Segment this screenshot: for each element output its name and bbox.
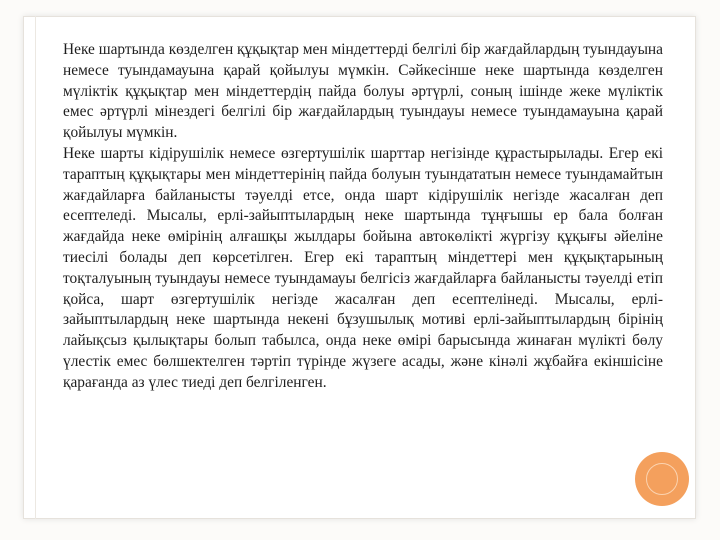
paragraph-1: Неке шартында көзделген құқықтар мен міндеттерді белгілі бір жағдайлардың туындауына немесе туындамауына қарай қойылуы мүмкін. Сәйкесінше неке шартында көзделген мүліктік құқықтар мен міндеттердің пайда болуы әртүрлі, соның ішінде жеке мүліктік емес әртүрлі мінездегі белгілі бір жағдайлардың туындауы немесе туындамауына қарай қойылуы мүмкін. (63, 41, 663, 142)
paragraph-2: Неке шарты кідірушілік немесе өзгертушілік шарттар негізінде құрастырылады. Егер екі тараптың құқықтары мен міндеттерінің пайда болуын туындататын немесе туындамайтын жағдайларға байланысты тәуелді етсе, онда шарт кідірушілік негізде жасалған деп есептеледі. Мысалы, ерлі-зайыптылардың неке шартында тұңғышы ер бала болған жағдайда неке өмірінің алғашқы жылдары бойына автокөлікті жүргізу құқығы әйеліне тиесілі болады деп көрсетілген. Егер екі тараптың міндеттері мен құқықтарының тоқталуының туындауы немесе туындамауы белгісіз жағдайларға байланысты тәуелді етіп қойса, шарт өзгертушілік негізде жасалған деп есептелінеді. Мысалы, ерлі-зайыптылардың неке шартында некені бұзушылық мотиві ерлі-зайыптылардың бірінің лайықсыз қылықтары болып табылса, онда неке өмірі барысында жинаған мүлікті бөлу үлестік емес бөлшектелген тәртіп түрінде жүзеге асады, және кінәлі жұбайға екіншісіне қарағанда аз үлес тиеді деп белгіленген. (63, 144, 663, 391)
left-margin-rule (35, 16, 36, 519)
slide-body-text (63, 40, 663, 394)
decorative-ring-icon (646, 463, 678, 495)
